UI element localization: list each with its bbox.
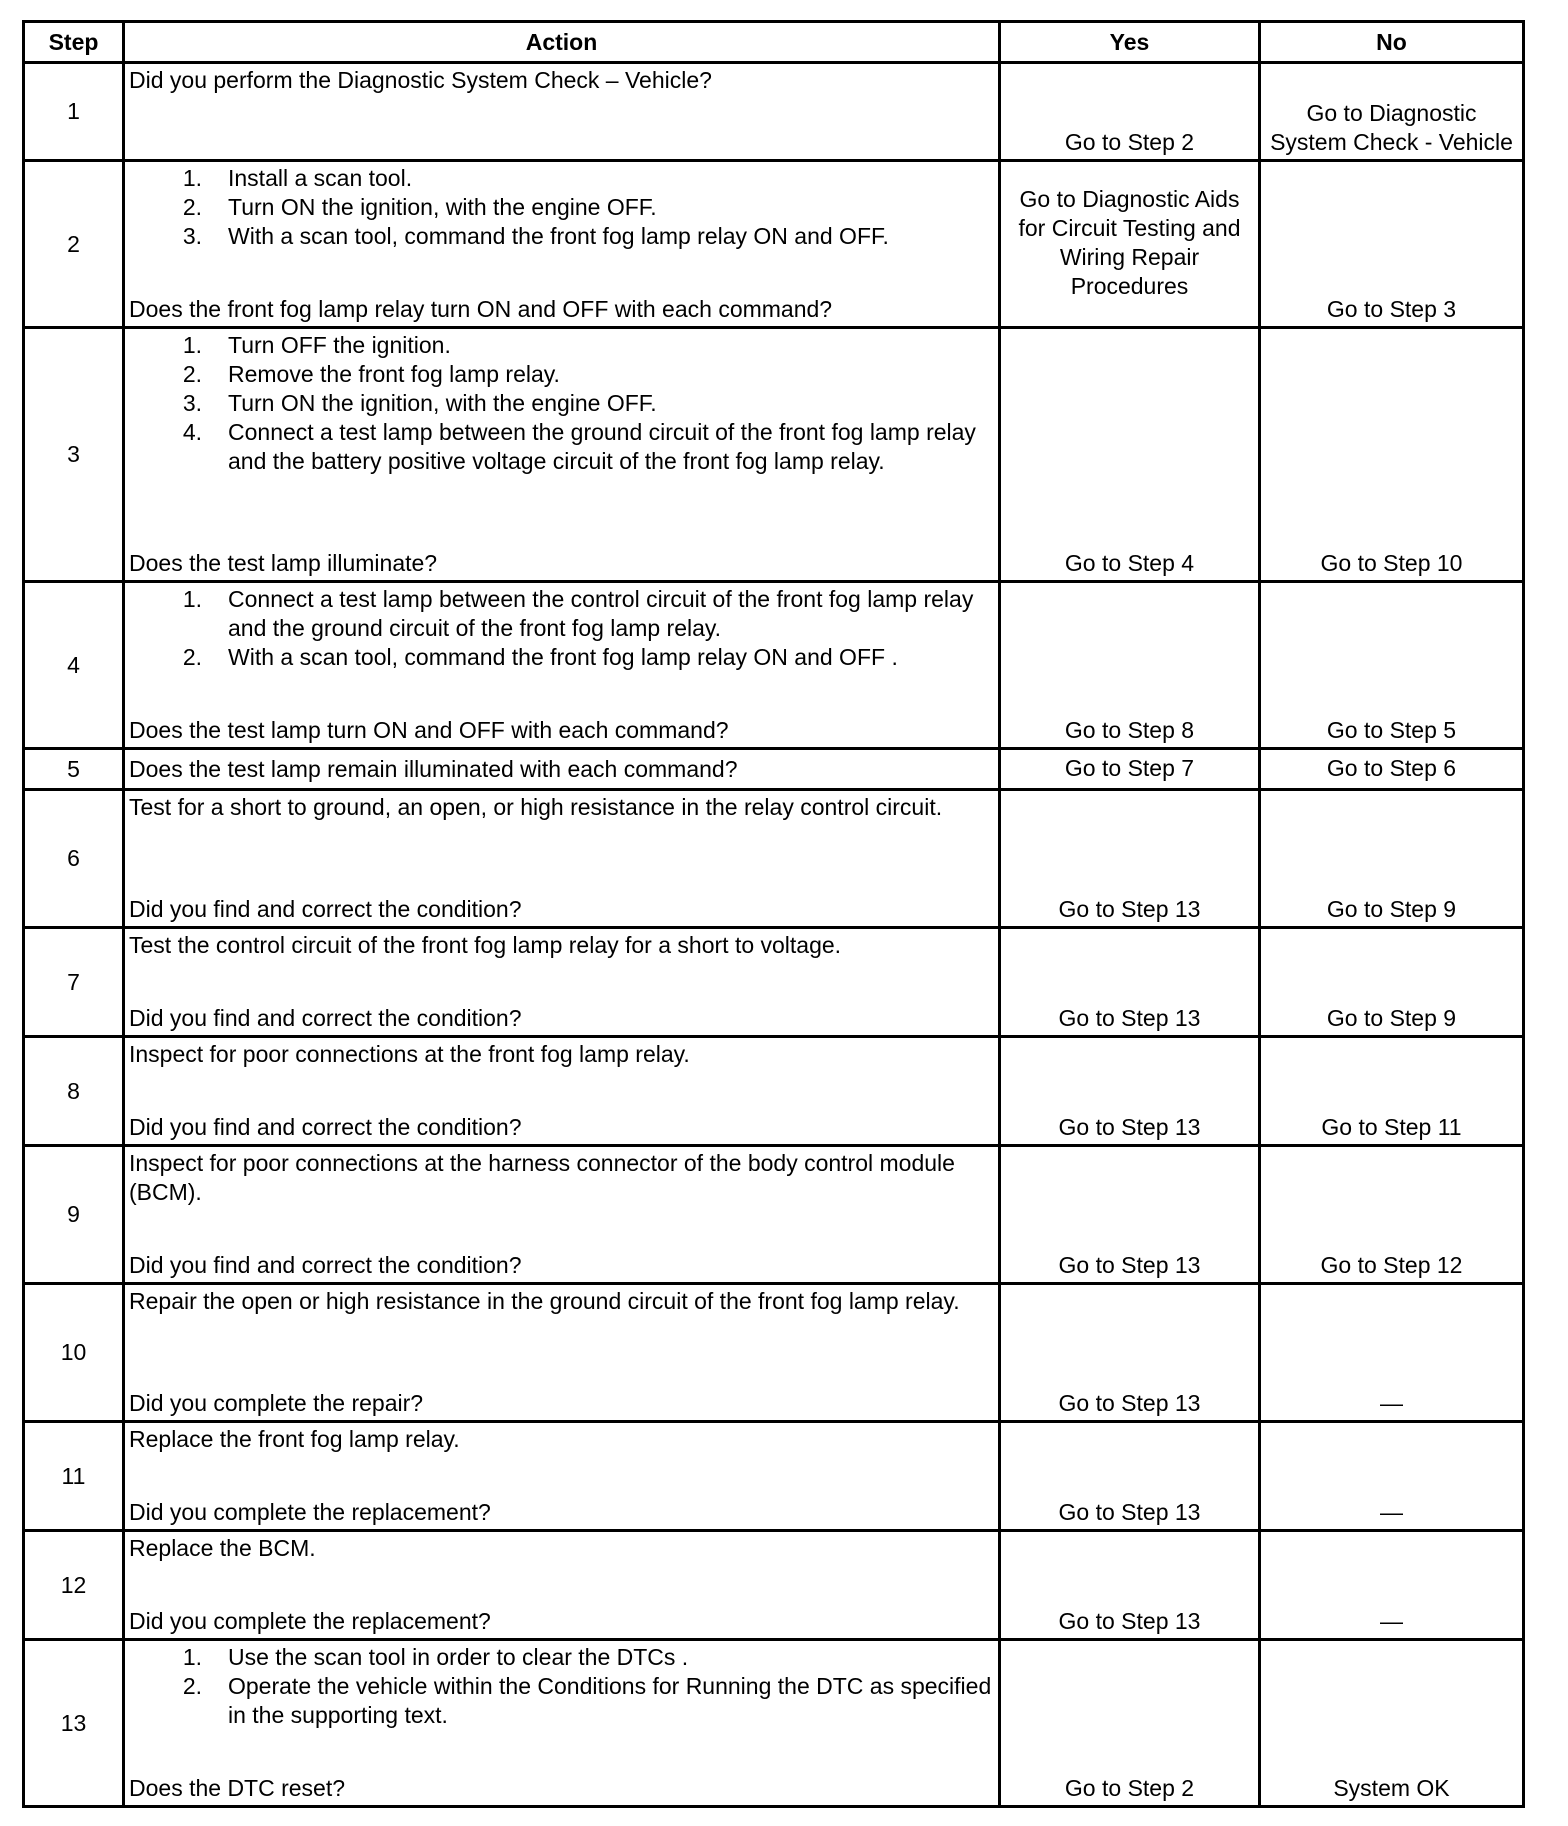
no-cell: — (1260, 1531, 1524, 1640)
instruction-number: 2. (182, 1673, 202, 1699)
table-row (24, 1284, 1524, 1422)
no-cell: Go to Step 3 (1260, 161, 1524, 328)
table-row (24, 328, 1524, 582)
action-question: Does the test lamp illuminate? (129, 550, 438, 576)
step-number: 10 (24, 1284, 124, 1422)
step-number: 8 (24, 1037, 124, 1146)
yes-cell: Go to Step 2 (1000, 63, 1260, 161)
no-cell: Go to Step 9 (1260, 928, 1524, 1037)
no-cell: — (1260, 1284, 1524, 1422)
instruction-text: Remove the front fog lamp relay. (228, 361, 560, 387)
instruction-text: Turn ON the ignition, with the engine OFF. (228, 194, 657, 220)
instruction-item (129, 164, 994, 193)
action-question: Did you complete the replacement? (129, 1608, 491, 1634)
action-cell (124, 1640, 1000, 1807)
step-number: 5 (24, 749, 124, 790)
table-row (24, 1037, 1524, 1146)
action-text: Test for a short to ground, an open, or high resistance in the relay control circuit. (129, 794, 943, 820)
table-row (24, 1531, 1524, 1640)
instruction-number: 1. (182, 1644, 202, 1670)
action-text: Test the control circuit of the front fog lamp relay for a short to voltage. (129, 932, 842, 958)
action-text: Inspect for poor connections at the harness connector of the body control module (BCM). (129, 1150, 955, 1205)
instruction-text: Turn ON the ignition, with the engine OFF. (228, 390, 657, 416)
action-cell (124, 328, 1000, 582)
yes-cell: Go to Step 8 (1000, 582, 1260, 749)
step-number: 11 (24, 1422, 124, 1531)
instruction-item (129, 222, 994, 251)
action-question: Did you find and correct the condition? (129, 1114, 522, 1140)
action-text: Replace the front fog lamp relay. (129, 1426, 460, 1452)
action-text: Replace the BCM. (129, 1535, 316, 1561)
action-cell (124, 928, 1000, 1037)
instruction-list (129, 164, 994, 251)
step-number: 6 (24, 790, 124, 928)
step-number: 9 (24, 1146, 124, 1284)
instruction-item (129, 585, 994, 643)
no-cell: Go to Step 12 (1260, 1146, 1524, 1284)
step-number: 7 (24, 928, 124, 1037)
yes-cell: Go to Step 13 (1000, 1146, 1260, 1284)
instruction-number: 1. (182, 332, 202, 358)
action-cell (124, 790, 1000, 928)
action-question: Did you find and correct the condition? (129, 1005, 522, 1031)
yes-cell: Go to Step 2 (1000, 1640, 1260, 1807)
diagnostic-table-container (22, 20, 1522, 1808)
yes-cell: Go to Step 13 (1000, 1422, 1260, 1531)
instruction-text: Connect a test lamp between the control circuit of the front fog lamp relay and the ground circuit of the front fog lamp relay. (228, 586, 974, 641)
instruction-item (129, 643, 994, 672)
instruction-number: 1. (182, 165, 202, 191)
instruction-number: 2. (182, 361, 202, 387)
action-text: Did you perform the Diagnostic System Check – Vehicle? (129, 67, 712, 93)
instruction-text: Operate the vehicle within the Conditions for Running the DTC as specified in the supporting text. (228, 1673, 992, 1728)
header-step: Step (24, 22, 124, 63)
action-question: Did you find and correct the condition? (129, 1252, 522, 1278)
instruction-number: 2. (182, 194, 202, 220)
instruction-text: With a scan tool, command the front fog lamp relay ON and OFF . (228, 644, 898, 670)
step-number: 3 (24, 328, 124, 582)
no-cell: Go to Diagnostic System Check - Vehicle (1260, 63, 1524, 161)
yes-cell: Go to Step 13 (1000, 790, 1260, 928)
table-row (24, 749, 1524, 790)
action-text: Repair the open or high resistance in the ground circuit of the front fog lamp relay. (129, 1288, 960, 1314)
table-row (24, 928, 1524, 1037)
yes-cell: Go to Step 13 (1000, 1037, 1260, 1146)
action-cell (124, 1422, 1000, 1531)
action-cell (124, 1037, 1000, 1146)
table-row (24, 582, 1524, 749)
instruction-item (129, 418, 994, 476)
table-row (24, 161, 1524, 328)
action-text: Does the test lamp remain illuminated with each command? (129, 755, 738, 782)
instruction-number: 2. (182, 644, 202, 670)
step-number: 12 (24, 1531, 124, 1640)
instruction-number: 4. (182, 419, 202, 445)
instruction-text: With a scan tool, command the front fog lamp relay ON and OFF. (228, 223, 889, 249)
diagnostic-steps-table (22, 20, 1525, 1808)
action-question: Did you find and correct the condition? (129, 896, 522, 922)
yes-cell: Go to Step 13 (1000, 1284, 1260, 1422)
table-row (24, 790, 1524, 928)
header-no: No (1260, 22, 1524, 63)
action-question: Does the test lamp turn ON and OFF with each command? (129, 717, 729, 743)
no-cell: Go to Step 10 (1260, 328, 1524, 582)
table-header-row (24, 22, 1524, 63)
instruction-list (129, 331, 994, 476)
instruction-item (129, 1672, 994, 1730)
instruction-text: Connect a test lamp between the ground circuit of the front fog lamp relay and the battery positive voltage circuit of the front fog lamp relay. (228, 419, 976, 474)
step-number: 1 (24, 63, 124, 161)
yes-cell: Go to Diagnostic Aids for Circuit Testing and Wiring Repair Procedures (1000, 161, 1260, 328)
action-question: Did you complete the replacement? (129, 1499, 491, 1525)
action-question: Does the front fog lamp relay turn ON and OFF with each command? (129, 296, 833, 322)
yes-cell: Go to Step 13 (1000, 928, 1260, 1037)
instruction-number: 3. (182, 223, 202, 249)
instruction-list (129, 1643, 994, 1730)
instruction-text: Use the scan tool in order to clear the DTCs . (228, 1644, 689, 1670)
table-row (24, 1422, 1524, 1531)
header-yes: Yes (1000, 22, 1260, 63)
action-cell (124, 1284, 1000, 1422)
action-cell (124, 1146, 1000, 1284)
instruction-item (129, 389, 994, 418)
no-cell: Go to Step 9 (1260, 790, 1524, 928)
no-cell: System OK (1260, 1640, 1524, 1807)
instruction-item (129, 1643, 994, 1672)
yes-cell: Go to Step 4 (1000, 328, 1260, 582)
instruction-text: Install a scan tool. (228, 165, 413, 191)
table-body (24, 63, 1524, 1807)
action-cell (124, 1531, 1000, 1640)
action-cell (124, 161, 1000, 328)
no-cell: Go to Step 6 (1260, 749, 1524, 790)
instruction-item (129, 193, 994, 222)
action-question: Did you complete the repair? (129, 1390, 424, 1416)
action-cell (124, 582, 1000, 749)
action-text: Inspect for poor connections at the front fog lamp relay. (129, 1041, 690, 1067)
yes-cell: Go to Step 13 (1000, 1531, 1260, 1640)
instruction-list (129, 585, 994, 672)
action-question: Does the DTC reset? (129, 1775, 346, 1801)
step-number: 4 (24, 582, 124, 749)
instruction-item (129, 360, 994, 389)
table-row (24, 1640, 1524, 1807)
no-cell: — (1260, 1422, 1524, 1531)
no-cell: Go to Step 5 (1260, 582, 1524, 749)
table-row (24, 1146, 1524, 1284)
header-action: Action (124, 22, 1000, 63)
action-cell (124, 749, 1000, 790)
action-cell (124, 63, 1000, 161)
instruction-number: 3. (182, 390, 202, 416)
instruction-text: Turn OFF the ignition. (228, 332, 451, 358)
step-number: 13 (24, 1640, 124, 1807)
yes-cell: Go to Step 7 (1000, 749, 1260, 790)
table-row (24, 63, 1524, 161)
instruction-number: 1. (182, 586, 202, 612)
step-number: 2 (24, 161, 124, 328)
no-cell: Go to Step 11 (1260, 1037, 1524, 1146)
instruction-item (129, 331, 994, 360)
